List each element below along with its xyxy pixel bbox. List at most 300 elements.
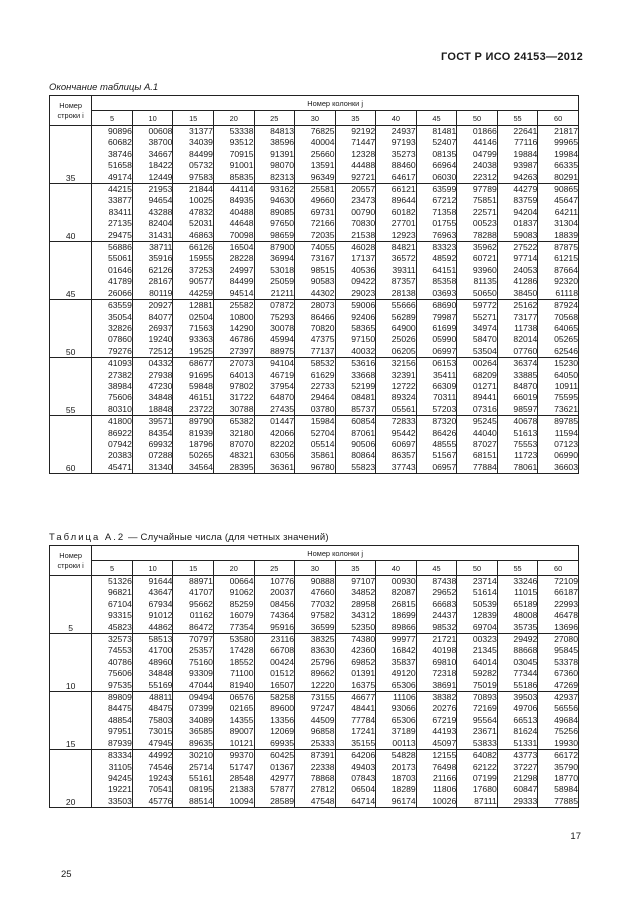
random-number: 60425	[270, 750, 295, 761]
number-cell	[457, 358, 498, 416]
random-number: 95245	[472, 416, 497, 427]
column-header: 60	[538, 561, 579, 576]
random-number: 93162	[270, 184, 295, 195]
random-number: 11723	[514, 450, 538, 461]
number-cell	[538, 634, 579, 692]
random-number: 79987	[432, 311, 457, 322]
random-number: 44193	[432, 726, 457, 737]
random-number: 97650	[270, 218, 295, 229]
number-cell	[92, 416, 133, 474]
random-number: 60682	[107, 137, 132, 148]
random-number: 72512	[148, 345, 173, 356]
random-number: 59006	[351, 300, 376, 311]
random-number: 27812	[310, 784, 335, 795]
random-number: 34089	[189, 714, 213, 725]
random-number: 17428	[229, 645, 254, 656]
random-number: 21298	[513, 772, 538, 783]
random-number: 66964	[432, 160, 457, 171]
random-number: 04799	[472, 148, 497, 159]
number-cell	[538, 184, 579, 242]
row-number: 10	[50, 634, 92, 692]
random-number: 33668	[351, 369, 376, 380]
random-number: 91391	[270, 148, 295, 159]
random-number: 25333	[310, 737, 335, 748]
random-number: 91012	[148, 610, 173, 621]
random-number: 48960	[148, 656, 173, 667]
random-number: 82014	[513, 334, 538, 345]
random-number: 69852	[351, 656, 376, 667]
random-number: 56289	[391, 311, 416, 322]
row-number: 35	[50, 126, 92, 184]
random-number: 44040	[472, 427, 497, 438]
random-number: 70098	[229, 229, 254, 240]
random-number: 75851	[472, 195, 497, 206]
random-number: 78868	[310, 772, 335, 783]
number-cell	[173, 242, 214, 300]
number-cell	[335, 300, 376, 358]
random-number: 01837	[513, 218, 538, 229]
table-row	[50, 184, 579, 242]
random-number: 20173	[391, 761, 416, 772]
random-number: 38596	[270, 137, 295, 148]
column-group-header: Номер колонки j	[92, 96, 579, 111]
random-number: 01391	[351, 668, 376, 679]
number-cell	[254, 416, 295, 474]
random-number: 75256	[554, 726, 578, 737]
random-number: 84821	[391, 242, 416, 253]
random-number: 01271	[472, 380, 497, 391]
number-cell	[497, 242, 538, 300]
row-header-line: Номер	[59, 100, 83, 110]
number-cell	[213, 242, 254, 300]
random-number: 93960	[472, 264, 497, 275]
random-number: 73167	[310, 253, 335, 264]
random-number: 22312	[472, 171, 497, 182]
random-number: 52704	[310, 427, 335, 438]
random-number: 93512	[229, 137, 254, 148]
random-number: 95564	[472, 714, 497, 725]
random-number: 18839	[554, 229, 578, 240]
random-number: 22338	[310, 761, 335, 772]
random-number: 29023	[351, 287, 376, 298]
random-number: 45097	[432, 737, 457, 748]
number-cell	[173, 416, 214, 474]
random-number: 46786	[229, 334, 254, 345]
row-number: 40	[50, 184, 92, 242]
number-cell	[416, 184, 457, 242]
random-number: 97150	[351, 334, 376, 345]
random-number: 55271	[472, 311, 497, 322]
random-number: 76498	[432, 761, 457, 772]
random-number: 00664	[229, 576, 254, 586]
random-number: 37743	[391, 461, 416, 472]
random-number: 03693	[432, 287, 457, 298]
random-number: 47044	[189, 679, 213, 690]
random-number: 27073	[229, 358, 254, 369]
random-number: 20927	[148, 300, 173, 311]
random-number: 36585	[189, 726, 213, 737]
random-number: 55823	[351, 461, 376, 472]
random-number: 92192	[351, 126, 376, 136]
random-number: 44302	[310, 287, 335, 298]
random-number: 22571	[472, 206, 497, 217]
random-number: 23722	[189, 403, 213, 414]
random-number: 36572	[391, 253, 416, 264]
number-cell	[213, 126, 254, 184]
random-number: 90865	[554, 184, 578, 195]
random-number: 97193	[391, 137, 416, 148]
random-number: 65306	[391, 679, 416, 690]
random-number: 43647	[148, 587, 173, 598]
random-number: 84354	[148, 427, 173, 438]
number-cell	[457, 242, 498, 300]
random-number: 61215	[554, 253, 578, 264]
random-number: 33246	[513, 576, 538, 586]
random-number: 66708	[270, 645, 295, 656]
random-number: 67934	[148, 598, 173, 609]
random-number: 77032	[310, 598, 335, 609]
random-number: 64900	[391, 322, 416, 333]
random-number: 30078	[270, 322, 295, 333]
random-number: 66309	[432, 380, 457, 391]
random-number: 41789	[107, 276, 132, 287]
random-number: 16079	[229, 610, 254, 621]
random-number: 94630	[270, 195, 295, 206]
random-number: 40488	[229, 206, 254, 217]
random-number: 28548	[229, 772, 254, 783]
random-number: 88668	[513, 645, 538, 656]
random-number: 69932	[148, 438, 173, 449]
random-number: 98659	[270, 229, 295, 240]
random-number: 34852	[351, 587, 376, 598]
random-number: 95916	[270, 621, 295, 632]
random-number: 19525	[189, 345, 213, 356]
random-number: 95662	[189, 598, 213, 609]
number-cell	[295, 126, 336, 184]
table2-caption-prefix: Таблица А.2	[49, 532, 126, 543]
random-number: 97582	[310, 610, 335, 621]
random-number: 07199	[472, 772, 497, 783]
number-cell	[457, 634, 498, 692]
random-number: 84475	[107, 703, 132, 714]
random-number: 91001	[229, 160, 254, 171]
number-cell	[376, 750, 417, 808]
random-number: 66172	[554, 750, 578, 761]
header-row	[50, 546, 579, 561]
number-cell	[416, 416, 457, 474]
random-number: 52350	[351, 621, 376, 632]
random-number: 89007	[229, 726, 254, 737]
number-cell	[173, 576, 214, 634]
number-cell	[295, 416, 336, 474]
random-number: 78288	[472, 229, 497, 240]
number-cell	[92, 750, 133, 808]
random-number: 51326	[107, 576, 132, 586]
random-number: 31105	[108, 761, 132, 772]
random-number: 06576	[229, 692, 254, 703]
random-number: 20037	[270, 587, 295, 598]
random-number: 94204	[513, 206, 538, 217]
random-number: 03045	[513, 656, 538, 667]
random-number: 66335	[554, 160, 578, 171]
random-number: 75553	[513, 438, 538, 449]
random-number: 80291	[554, 171, 578, 182]
random-number: 60721	[472, 253, 497, 264]
random-number: 75606	[107, 392, 132, 403]
random-number: 64870	[270, 392, 295, 403]
number-cell	[416, 126, 457, 184]
random-number: 28167	[148, 276, 173, 287]
random-number: 74055	[310, 242, 335, 253]
number-cell	[92, 634, 133, 692]
random-number: 19884	[513, 148, 538, 159]
random-number: 50650	[472, 287, 497, 298]
random-number: 14355	[229, 714, 254, 725]
random-number: 97583	[189, 171, 213, 182]
number-cell	[335, 416, 376, 474]
random-number: 71100	[230, 668, 254, 679]
random-number: 89866	[391, 621, 416, 632]
random-number: 19240	[148, 334, 173, 345]
random-number: 62546	[554, 345, 578, 356]
random-number: 84499	[229, 276, 254, 287]
random-number: 27701	[391, 218, 416, 229]
random-number: 55666	[391, 300, 416, 311]
random-number: 69704	[472, 621, 497, 632]
random-number: 58470	[472, 334, 497, 345]
random-number: 52199	[351, 380, 376, 391]
number-cell	[497, 416, 538, 474]
number-cell	[254, 692, 295, 750]
number-cell	[335, 242, 376, 300]
random-number: 38691	[432, 679, 457, 690]
random-number: 98070	[270, 160, 295, 171]
random-number: 50539	[472, 598, 497, 609]
random-number: 87924	[554, 300, 578, 311]
random-number: 10025	[189, 195, 213, 206]
random-number: 00113	[392, 737, 416, 748]
random-number: 90506	[351, 438, 376, 449]
random-number: 00930	[391, 576, 416, 586]
random-number: 40786	[107, 656, 132, 667]
number-cell	[416, 634, 457, 692]
random-number: 75160	[189, 656, 213, 667]
random-number: 61629	[310, 369, 335, 380]
random-number: 37227	[513, 761, 538, 772]
random-number: 86472	[189, 621, 213, 632]
table2-caption	[49, 532, 329, 543]
random-number: 98515	[310, 264, 335, 275]
row-number-header	[50, 546, 92, 576]
random-number: 82404	[148, 218, 173, 229]
random-number: 73155	[310, 692, 335, 703]
random-number: 01646	[107, 264, 132, 275]
random-number: 53504	[472, 345, 497, 356]
random-number: 86466	[310, 311, 335, 322]
number-cell	[376, 692, 417, 750]
random-number: 34564	[189, 461, 213, 472]
random-number: 43288	[148, 206, 173, 217]
random-number: 47269	[554, 679, 578, 690]
random-number: 66187	[554, 587, 578, 598]
page-number: 17	[570, 831, 581, 842]
random-number: 28395	[229, 461, 254, 472]
number-cell	[497, 358, 538, 416]
random-number: 86922	[107, 427, 132, 438]
random-number: 41800	[107, 416, 132, 427]
random-number: 64065	[554, 322, 578, 333]
random-number: 61699	[432, 322, 457, 333]
random-number: 89785	[554, 416, 578, 427]
random-number: 49403	[351, 761, 376, 772]
random-number: 77354	[229, 621, 254, 632]
random-number: 49120	[391, 668, 416, 679]
table2-caption-text: — Случайные числа (для четных значений)	[125, 532, 329, 543]
random-number: 53378	[554, 656, 578, 667]
random-number: 44215	[107, 184, 132, 195]
random-number: 93363	[189, 334, 213, 345]
number-cell	[335, 692, 376, 750]
random-number: 23473	[351, 195, 376, 206]
random-number: 11015	[514, 587, 538, 598]
random-number: 97535	[107, 679, 132, 690]
random-number: 45647	[554, 195, 578, 206]
random-number: 08481	[351, 392, 376, 403]
random-number: 63056	[270, 450, 295, 461]
random-number: 87027	[472, 438, 497, 449]
random-number: 73177	[513, 311, 538, 322]
random-number: 07843	[351, 772, 376, 783]
random-number: 96858	[310, 726, 335, 737]
row-header-line: Номер	[59, 550, 83, 560]
random-number: 01367	[270, 761, 295, 772]
random-number: 15984	[310, 416, 335, 427]
number-cell	[538, 416, 579, 474]
random-number: 37954	[270, 380, 295, 391]
random-number: 72318	[432, 668, 457, 679]
random-number: 34039	[189, 137, 213, 148]
random-number: 48854	[107, 714, 132, 725]
random-number: 87664	[554, 264, 578, 275]
random-number: 88460	[391, 160, 416, 171]
number-cell	[538, 358, 579, 416]
random-number: 70915	[229, 148, 254, 159]
number-cell	[538, 126, 579, 184]
random-number: 31722	[229, 392, 254, 403]
random-number: 19984	[554, 148, 578, 159]
random-number: 25796	[310, 656, 335, 667]
random-number: 87111	[474, 795, 497, 806]
random-number: 72035	[310, 229, 335, 240]
random-number: 22733	[310, 380, 335, 391]
random-number: 03780	[310, 403, 335, 414]
random-number: 94654	[148, 195, 173, 206]
random-number: 10911	[554, 380, 578, 391]
random-number: 72166	[310, 218, 335, 229]
column-header: 60	[538, 111, 579, 126]
random-number: 16842	[391, 645, 416, 656]
random-number: 83411	[108, 206, 132, 217]
random-number: 35916	[148, 253, 173, 264]
number-cell	[416, 692, 457, 750]
number-cell	[376, 576, 417, 634]
random-number: 56556	[554, 703, 578, 714]
random-number: 60847	[513, 784, 538, 795]
random-number: 07288	[148, 450, 173, 461]
random-number: 31377	[189, 126, 213, 136]
random-number: 68209	[472, 369, 497, 380]
number-cell	[295, 242, 336, 300]
column-header: 20	[213, 561, 254, 576]
number-cell	[538, 750, 579, 808]
random-number: 97802	[229, 380, 254, 391]
random-number: 26937	[148, 322, 173, 333]
number-cell	[376, 126, 417, 184]
random-number: 66019	[513, 392, 538, 403]
random-number: 70820	[310, 322, 335, 333]
random-number: 22641	[513, 126, 538, 136]
number-cell	[538, 300, 579, 358]
random-number: 96174	[391, 795, 416, 806]
random-number: 44114	[230, 184, 254, 195]
number-cell	[213, 184, 254, 242]
row-number: 50	[50, 300, 92, 358]
random-number: 94514	[229, 287, 254, 298]
number-cell	[213, 300, 254, 358]
random-number: 24997	[229, 264, 254, 275]
number-cell	[213, 692, 254, 750]
number-cell	[416, 300, 457, 358]
random-number: 77137	[310, 345, 335, 356]
random-number: 45471	[107, 461, 132, 472]
random-number: 04332	[148, 358, 173, 369]
random-number: 09494	[189, 692, 213, 703]
random-number: 49684	[554, 714, 578, 725]
random-number: 57203	[432, 403, 457, 414]
number-cell	[132, 126, 173, 184]
random-number: 53018	[270, 264, 295, 275]
random-number: 24038	[472, 160, 497, 171]
random-number: 06990	[554, 450, 578, 461]
random-number: 89441	[472, 392, 497, 403]
random-number: 35273	[391, 148, 416, 159]
random-number: 11806	[432, 784, 457, 795]
random-number: 31340	[148, 461, 173, 472]
random-number: 12881	[189, 300, 213, 311]
random-number: 35735	[513, 621, 538, 632]
random-number: 92721	[351, 171, 376, 182]
random-number: 12449	[148, 171, 173, 182]
column-header: 35	[335, 111, 376, 126]
number-cell	[173, 634, 214, 692]
random-number: 00424	[270, 656, 295, 667]
random-number: 21538	[351, 229, 376, 240]
random-number: 06957	[432, 461, 457, 472]
random-number: 81940	[229, 679, 254, 690]
random-number: 35861	[310, 450, 335, 461]
random-number: 59083	[513, 229, 538, 240]
random-number: 52031	[189, 218, 213, 229]
random-number: 17680	[472, 784, 497, 795]
random-number: 06997	[432, 345, 457, 356]
random-number: 41700	[148, 645, 173, 656]
random-number: 90896	[107, 126, 132, 136]
random-number: 07942	[107, 438, 132, 449]
random-number: 66683	[432, 598, 457, 609]
column-header: 25	[254, 561, 295, 576]
number-cell	[173, 692, 214, 750]
random-number: 46028	[351, 242, 376, 253]
